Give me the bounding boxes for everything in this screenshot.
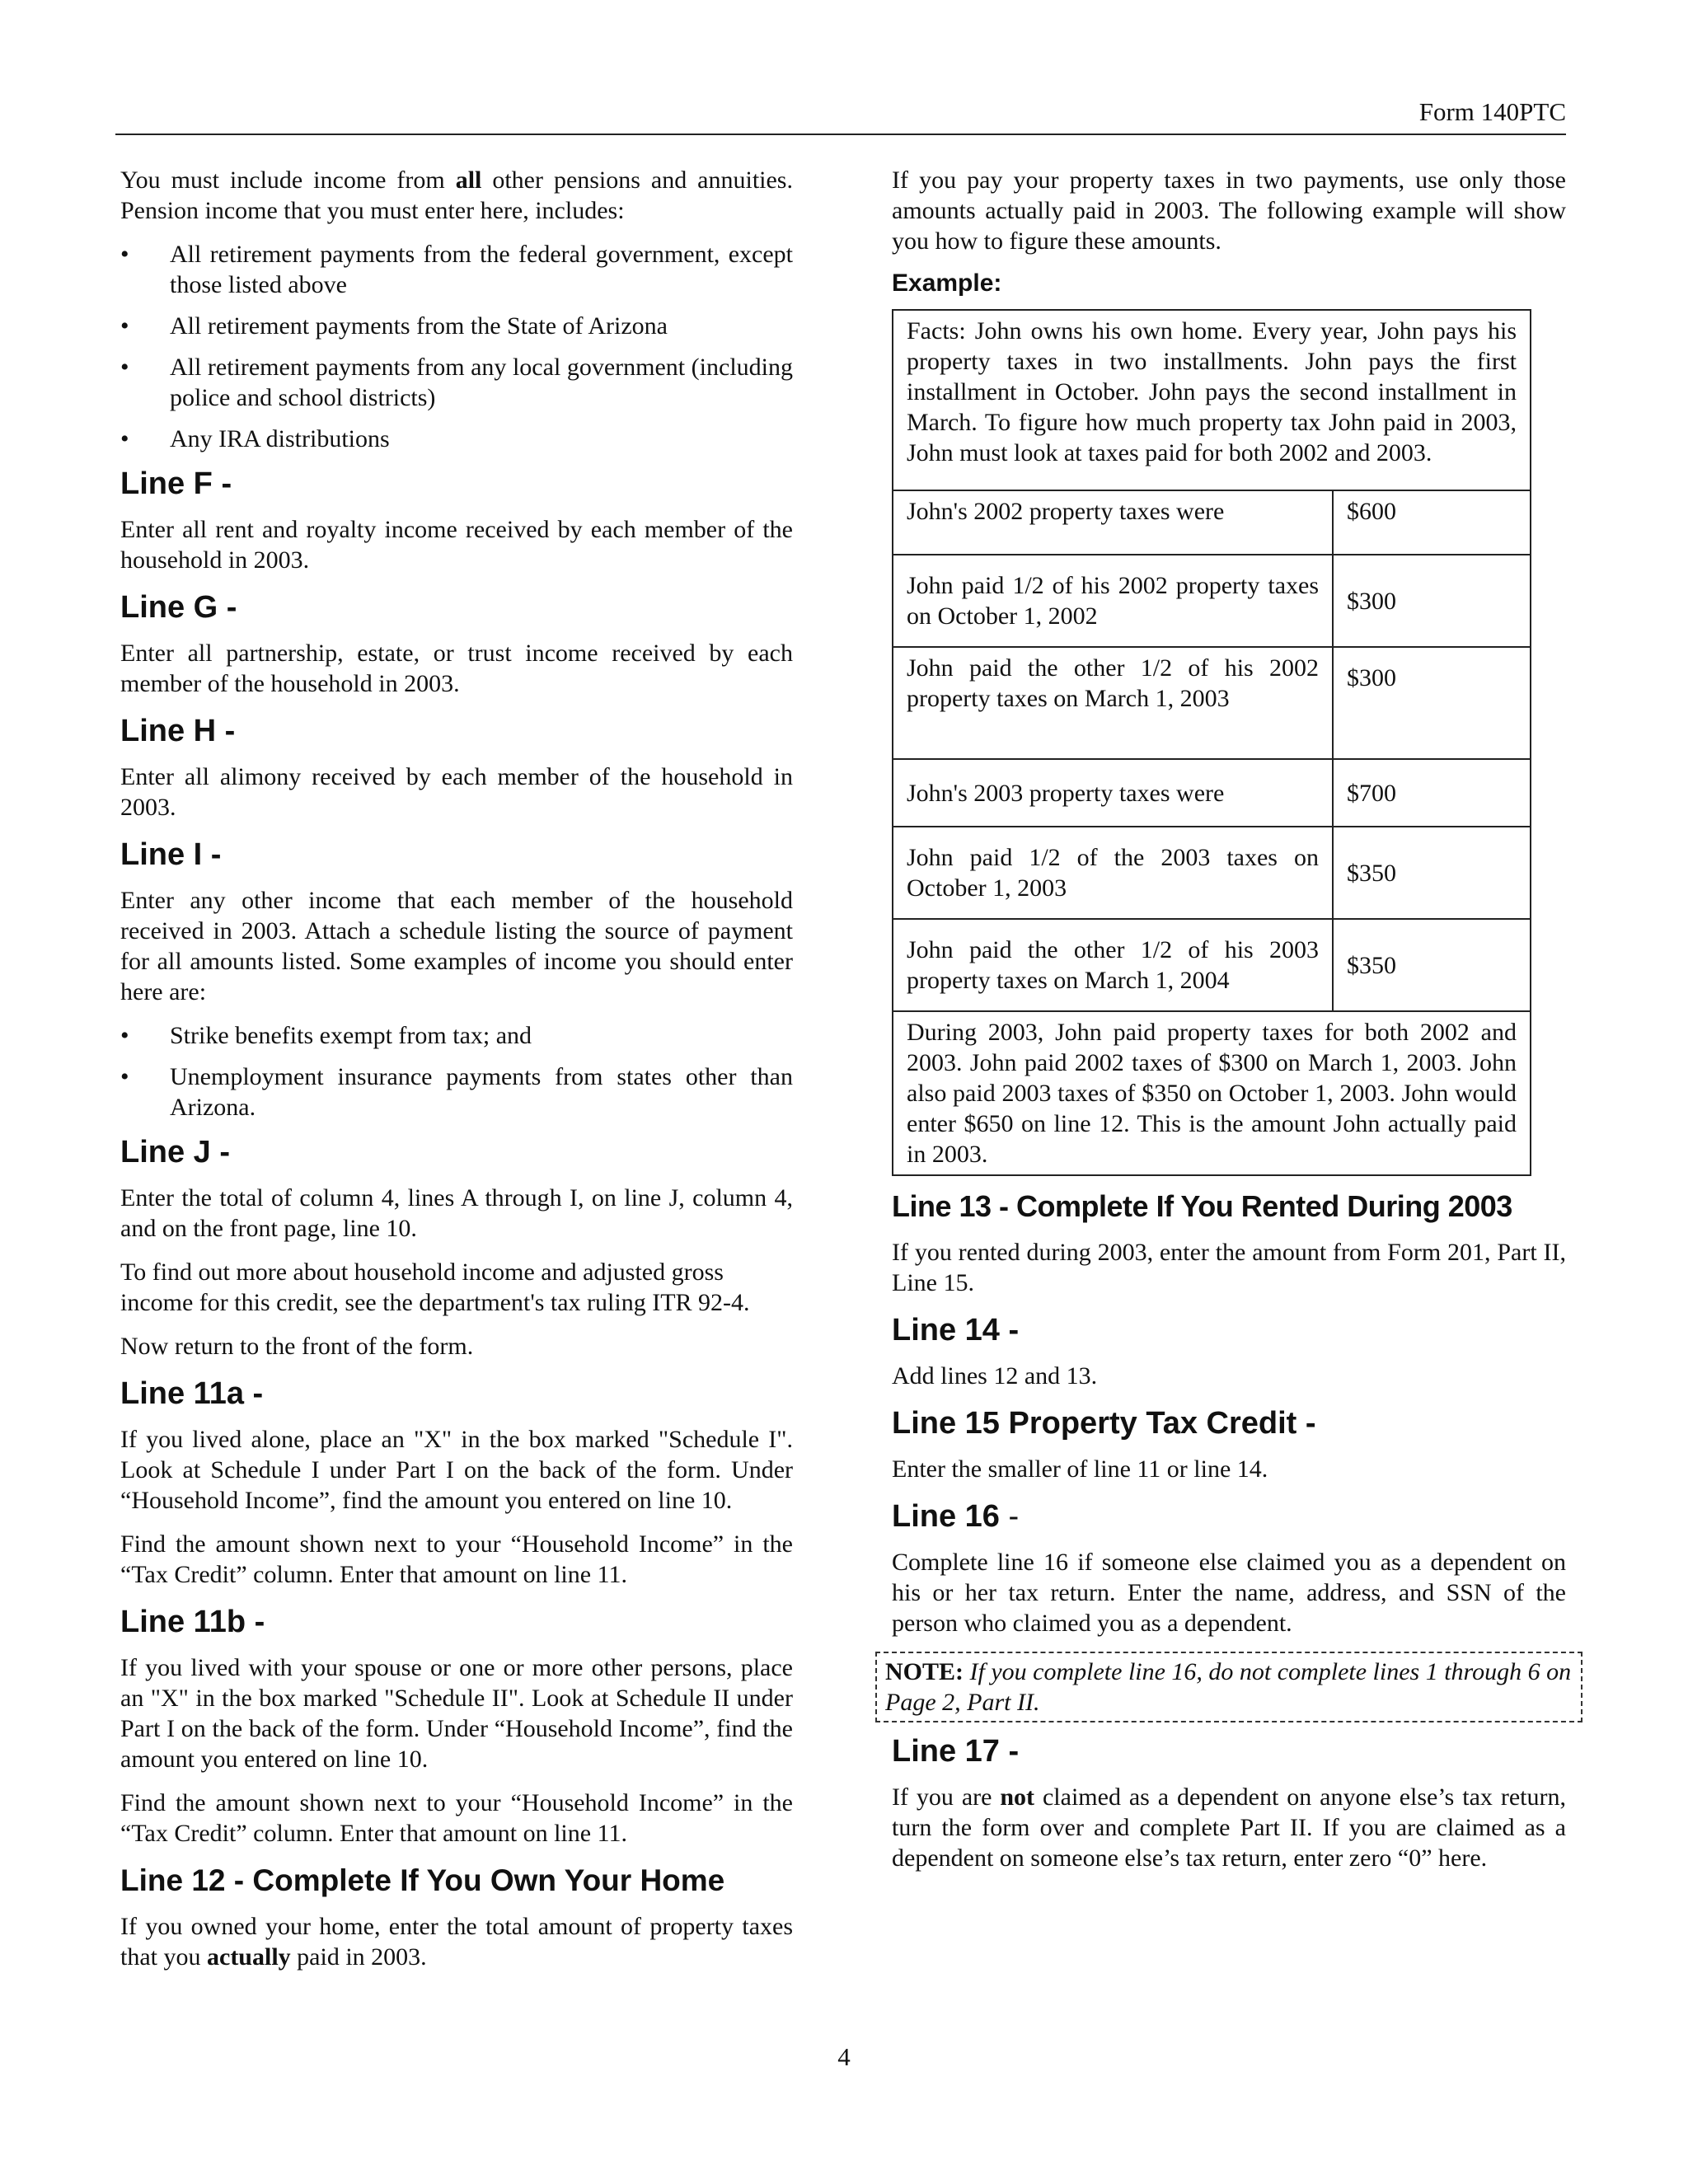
note-label: NOTE: [885, 1658, 964, 1685]
page-number: 4 [837, 2042, 851, 2071]
line-i-text: Enter any other income that each member of the household received in 2003. Attach a schedule listing the source of payment for all amounts listed. Some examples of income you should enter here are: [120, 887, 793, 1005]
line-h-text: Enter all alimony received by each member of the household in 2003. [120, 763, 793, 821]
line-17-text: If you are not claimed as a dependent on anyone else’s tax return, turn the form over and complete Part II. If you are claimed as a dependent on someone else’s tax return, enter zero “0” here. [892, 1783, 1566, 1872]
amount-cell: $600 [1333, 490, 1531, 555]
bullet-icon: • [120, 425, 129, 452]
amount-cell: $300 [1333, 555, 1531, 647]
left-column [120, 165, 793, 1985]
bullet-icon: • [120, 354, 129, 381]
line-16-text: Complete line 16 if someone else claimed you as a dependent on his or her tax return. Enter the name, address, and SSN of the person who claimed you as a dependent. [892, 1549, 1566, 1637]
line-j-text: Enter the total of column 4, lines A through I, on line J, column 4, and on the front page, line 10. [120, 1184, 793, 1242]
two-payments-text: If you pay your property taxes in two payments, use only those amounts actually paid in 2003. The following example will show you how to figure these amounts. [892, 166, 1566, 255]
household-income-text: To find out more about household income and adjusted gross income for this credit, see the department's tax ruling ITR 92-4. [120, 1258, 750, 1316]
example-label: Example: [892, 269, 1002, 297]
table-cell: John's 2002 property taxes were [893, 490, 1333, 555]
line-14-text: Add lines 12 and 13. [892, 1362, 1098, 1390]
line-11b-heading: Line 11b - [120, 1605, 265, 1639]
bullet-icon: • [120, 1022, 129, 1049]
line-j-heading: Line J - [120, 1135, 231, 1169]
amount-cell: $350 [1333, 919, 1531, 1011]
table-row [893, 1011, 1531, 1175]
list-item: • All retirement payments from any local government (including police and school districts) [120, 354, 793, 411]
line-11a-text: If you lived alone, place an "X" in the box marked "Schedule I". Look at Schedule I under Part I on the back of the form. Under “Household Income”, find the amount you entered on line 10. [120, 1426, 793, 1514]
table-row [893, 310, 1531, 490]
list-item: • Strike benefits exempt from tax; and [120, 1022, 532, 1049]
pensions-paragraph: You must include income from all other pensions and annuities. Pension income that you must enter here, includes: [120, 166, 793, 224]
amount-cell: $350 [1333, 827, 1531, 919]
line-f-text: Enter all rent and royalty income received by each member of the household in 2003. [120, 516, 793, 574]
table-row [893, 759, 1531, 827]
line-f-heading: Line F - [120, 466, 232, 501]
table-row [893, 490, 1531, 555]
pension-bullet-list [120, 239, 793, 454]
header-rule [115, 134, 1566, 135]
right-column [885, 165, 1572, 1886]
list-item: • All retirement payments from the federal government, except those listed above [120, 241, 793, 298]
table-cell: John paid the other 1/2 of his 2003 property taxes on March 1, 2004 [893, 919, 1333, 1011]
summary-cell: During 2003, John paid property taxes for both 2002 and 2003. John paid 2002 taxes of $300 on March 1, 2003. John also paid 2003 taxes of $350 on October 1, 2003. John would enter $650 on line 12. This is the amount John actually paid in 2003. [893, 1011, 1531, 1175]
list-item: • Unemployment insurance payments from states other than Arizona. [120, 1063, 793, 1121]
line-11b-text-2: Find the amount shown next to your “Household Income” in the “Tax Credit” column. Enter that amount on line 11. [120, 1789, 793, 1847]
list-item: • All retirement payments from the State of Arizona [120, 312, 668, 340]
bullet-icon: • [120, 1063, 129, 1090]
list-item: • Any IRA distributions [120, 425, 390, 452]
bullet-icon: • [120, 312, 129, 340]
line-h-heading: Line H - [120, 714, 236, 748]
table-cell: John's 2003 property taxes were [893, 759, 1333, 827]
table-row [893, 827, 1531, 919]
line-11b-text: If you lived with your spouse or one or more other persons, place an "X" in the box marked "Schedule II". Look at Schedule II under Part I on the back of the form. Under “Household Income”, find the amount you entered on line 10. [120, 1654, 793, 1773]
line-i-bullet-list [120, 1020, 793, 1122]
line-13-text: If you rented during 2003, enter the amount from Form 201, Part II, Line 15. [892, 1239, 1566, 1296]
line-17-heading: Line 17 - [892, 1734, 1020, 1769]
note-text: If you complete line 16, do not complete lines 1 through 6 on Page 2, Part II. [885, 1658, 1572, 1716]
line-12-heading: Line 12 - Complete If You Own Your Home [120, 1863, 725, 1897]
amount-cell: $700 [1333, 759, 1531, 827]
table-row [893, 555, 1531, 647]
line-g-text: Enter all partnership, estate, or trust income received by each member of the household in 2003. [120, 640, 793, 697]
line-16-heading: Line 16 - [892, 1499, 1020, 1534]
line-13-heading: Line 13 - Complete If You Rented During 2003 [892, 1189, 1512, 1223]
line-15-text: Enter the smaller of line 11 or line 14. [892, 1455, 1268, 1483]
line-11a-text-2: Find the amount shown next to your “Household Income” in the “Tax Credit” column. Enter that amount on line 11. [120, 1530, 793, 1588]
example-table [892, 309, 1531, 1176]
note-box [875, 1652, 1582, 1722]
table-cell: John paid 1/2 of the 2003 taxes on October 1, 2003 [893, 827, 1333, 919]
line-14-heading: Line 14 - [892, 1313, 1020, 1347]
line-11a-heading: Line 11a - [120, 1376, 264, 1411]
line-12-text: If you owned your home, enter the total amount of property taxes that you actually paid in 2003. [120, 1913, 793, 1971]
amount-cell: $300 [1333, 647, 1531, 759]
line-g-heading: Line G - [120, 590, 237, 625]
form-title: Form 140PTC [1418, 97, 1566, 126]
return-text: Now return to the front of the form. [120, 1333, 474, 1360]
table-cell: John paid the other 1/2 of his 2002 property taxes on March 1, 2003 [893, 647, 1333, 759]
table-row [893, 919, 1531, 1011]
bullet-icon: • [120, 241, 129, 268]
facts-cell: Facts: John owns his own home. Every year, John pays his property taxes in two installments. John pays the first installment in October. John pays the second installment in March. To figure how much property tax John paid in 2003, John must look at taxes paid for both 2002 and 2003. [893, 310, 1531, 490]
table-row [893, 647, 1531, 759]
line-15-heading: Line 15 Property Tax Credit - [892, 1406, 1316, 1441]
line-i-heading: Line I - [120, 837, 222, 872]
table-cell: John paid 1/2 of his 2002 property taxes on October 1, 2002 [893, 555, 1333, 647]
